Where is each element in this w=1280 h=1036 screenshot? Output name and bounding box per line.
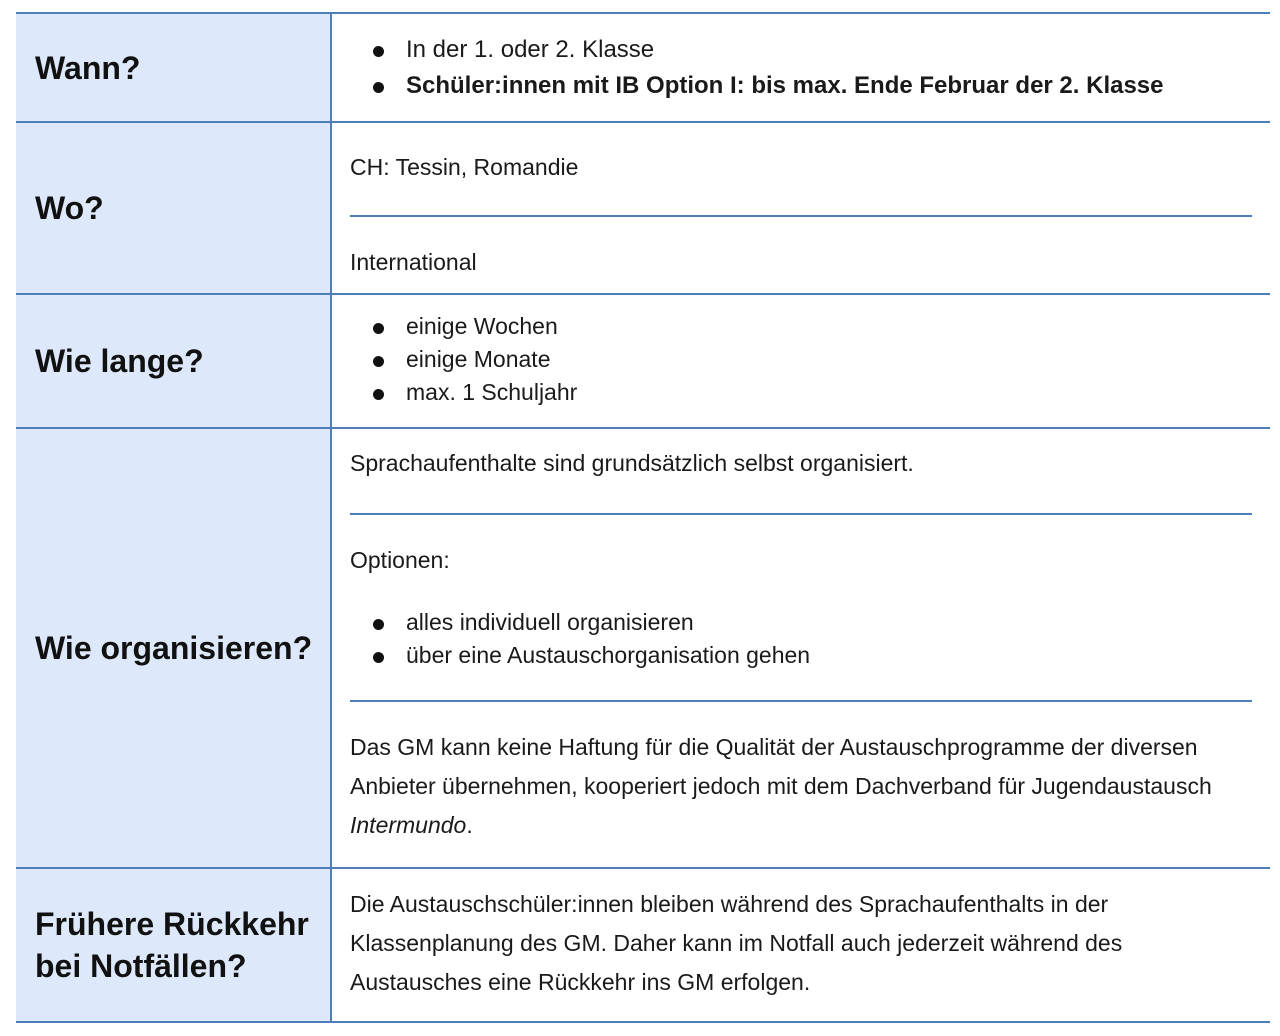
list-item: alles individuell organisieren	[350, 606, 1252, 639]
row-label-wann: Wann?	[16, 14, 332, 121]
bullet-list-wann	[350, 32, 1252, 104]
list-item: einige Monate	[350, 343, 1252, 376]
liability-note-end: .	[466, 812, 473, 838]
row-content-fruehere-rueckkehr	[332, 869, 1270, 1021]
row-content-wie-lange	[332, 295, 1270, 427]
list-item: über eine Austauschorganisation gehen	[350, 639, 1252, 672]
row-label-wie-organisieren: Wie organisieren?	[16, 429, 332, 867]
list-item: einige Wochen	[350, 310, 1252, 343]
divider	[350, 215, 1252, 217]
divider	[350, 700, 1252, 702]
row-content-wo	[332, 123, 1270, 293]
list-item: Schüler:innen mit IB Option I: bis max. Ende Februar der 2. Klasse	[350, 68, 1252, 104]
row-fruehere-rueckkehr	[16, 869, 1270, 1023]
list-item: In der 1. oder 2. Klasse	[350, 32, 1252, 68]
return-text: Die Austauschschüler:innen bleiben während des Sprachaufenthalts in der Klassenplanung des GM. Daher kann im Notfall auch jederzeit während des Austausches eine Rückkehr ins GM erfolgen.	[350, 891, 1123, 995]
row-wann	[16, 14, 1270, 123]
divider	[350, 513, 1252, 515]
location-ch: CH: Tessin, Romandie	[350, 154, 579, 180]
bullet-list-options	[350, 606, 1252, 672]
row-label-fruehere-rueckkehr: Frühere Rückkehr bei Notfällen?	[16, 869, 332, 1021]
location-international: International	[350, 249, 477, 275]
intermundo-name: Intermundo	[350, 812, 467, 838]
list-item: max. 1 Schuljahr	[350, 376, 1252, 409]
liability-note	[350, 728, 1252, 845]
row-wo	[16, 123, 1270, 295]
options-label: Optionen:	[350, 547, 450, 573]
intro-text: Sprachaufenthalte sind grundsätzlich selbst organisiert.	[350, 450, 914, 476]
row-label-wie-lange: Wie lange?	[16, 295, 332, 427]
row-label-wo: Wo?	[16, 123, 332, 293]
row-wie-lange	[16, 295, 1270, 429]
row-content-wie-organisieren	[332, 429, 1270, 867]
row-wie-organisieren	[16, 429, 1270, 869]
liability-note-text: Das GM kann keine Haftung für die Qualität der Austauschprogramme der diversen Anbieter übernehmen, kooperiert jedoch mit dem Dachverband für Jugendaustausch	[350, 734, 1212, 799]
info-table	[16, 12, 1270, 1023]
row-content-wann	[332, 14, 1270, 121]
bullet-list-duration	[350, 310, 1252, 409]
